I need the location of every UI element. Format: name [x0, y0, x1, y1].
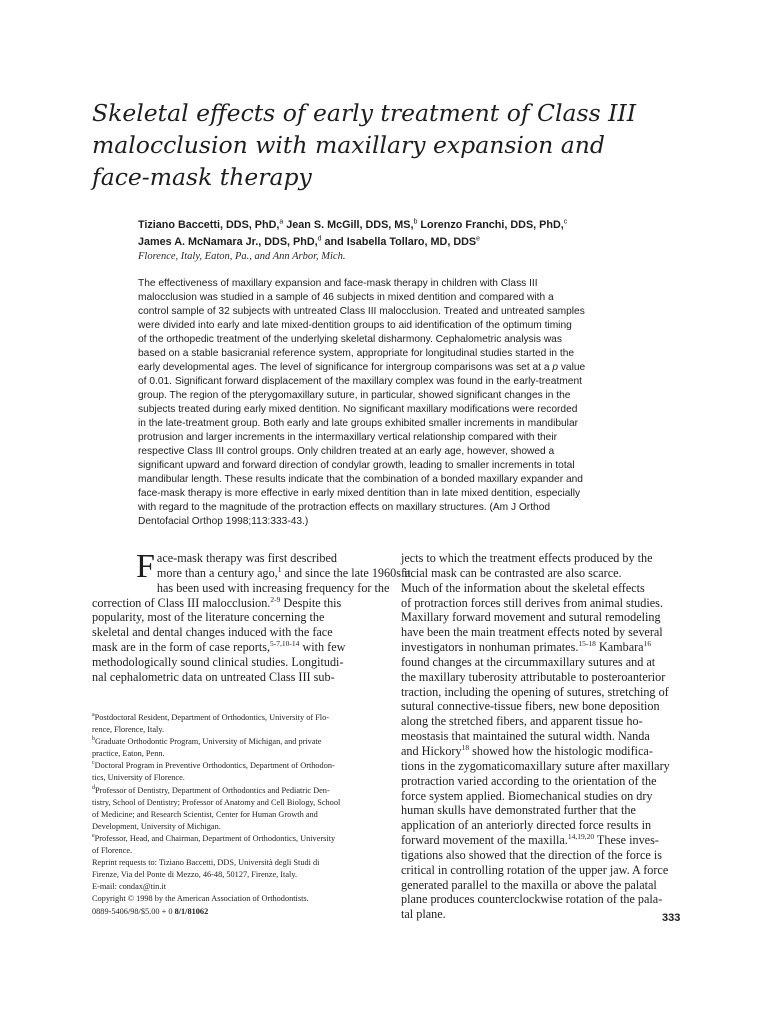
- footnote-list: [92, 712, 377, 906]
- body-line: of protraction forces still derives from animal studies.: [401, 595, 663, 610]
- body-line: application of an anteriorly directed force results in: [401, 818, 652, 833]
- footnote-line: Reprint requests to: Tiziano Baccetti, DDS, Università degli Studi di: [92, 858, 320, 868]
- body-line: the maxillary tuberosity attributable to posteroanterior: [401, 669, 666, 684]
- footnote-line: of Florence.: [92, 846, 133, 856]
- body-line: Much of the information about the skeletal effects: [401, 580, 645, 595]
- body-paragraph: [401, 551, 681, 922]
- abstract: [138, 277, 658, 529]
- footnote-line: $^a$Postdoctoral Resident, Department of Orthodontics, University of Flo-: [92, 712, 330, 722]
- abstract-line: protrusion and larger increments in the intermaxillary vertical relationship compared with their: [138, 432, 558, 443]
- body-line: critical in controlling rotation of the upper jaw. A force: [401, 862, 669, 877]
- article-title: [92, 97, 652, 193]
- body-paragraph: [92, 564, 411, 685]
- footnote-line: rence, Florence, Italy.: [92, 725, 165, 735]
- author-affiliation-mark: d: [317, 235, 322, 243]
- abstract-line: in the late-treatment group. Both early and late groups exhibited smaller increments in mandibular: [138, 418, 578, 429]
- body-line: tal plane.: [401, 907, 446, 922]
- body-line: tions in the zygomaticomaxillary suture after maxillary: [401, 758, 670, 773]
- footnote-mark: c: [92, 760, 95, 767]
- title-line: Skeletal effects of early treatment of Class III: [92, 99, 636, 127]
- abstract-line: were divided into early and late mixed-dentition groups to aid identification of the optimum timing: [138, 320, 572, 331]
- body-line: mask are in the form of case reports,$^{5-7,10-14}$ with few: [92, 639, 346, 655]
- citation-ref: 16: [643, 639, 652, 648]
- footnote-mark: e: [92, 833, 95, 840]
- body-line: generated parallel to the maxilla or above the palatal: [401, 877, 657, 892]
- footnote-line: tistry, School of Dentistry; Professor of Anatomy and Cell Biology, School: [92, 797, 341, 807]
- abstract-line: of the orthopedic treatment of the underlying skeletal disharmony. Cephalometric analysis was: [138, 334, 562, 345]
- abstract-line: The effectiveness of maxillary expansion and face-mask therapy in children with Class III: [138, 278, 538, 289]
- issn-line: [92, 906, 377, 918]
- author-line-1: [138, 217, 698, 234]
- citation-ref: 5-7,10-14: [270, 639, 300, 648]
- body-line: found changes at the circummaxillary sutures and at: [401, 654, 656, 669]
- body-line: more than a century ago,$^1$ and since the late 1960s it: [156, 564, 411, 580]
- footnote-mark: a: [92, 712, 95, 719]
- body-column-left: [92, 548, 411, 685]
- author-locations: Florence, Italy, Eaton, Pa., and Ann Arbor, Mich.: [138, 251, 346, 262]
- author-list: [138, 217, 698, 251]
- body-line: along the stretched fibers, and apparent tissue ho-: [401, 714, 643, 729]
- body-line: Maxillary forward movement and sutural remodeling: [401, 610, 661, 625]
- body-line: methodologically sound clinical studies. Longitudi-: [92, 654, 344, 669]
- body-line: have been the main treatment effects noted by several: [401, 625, 663, 640]
- author-affiliation-mark: e: [476, 235, 481, 243]
- footnote-mark: d: [92, 784, 95, 791]
- issn-code: 0889-5406/98/$5.00 + 0: [92, 906, 175, 916]
- abstract-line: significant upward and forward direction of condylar growth, leading to smaller increments in total: [138, 460, 575, 471]
- issn-code-bold: 8/1/81062: [174, 906, 209, 916]
- body-line: force system applied. Biomechanical studies on dry: [401, 788, 653, 803]
- author-affiliation-mark: b: [413, 218, 418, 226]
- footnote-line: tics, University of Florence.: [92, 773, 185, 783]
- title-line: malocclusion with maxillary expansion and: [92, 131, 605, 159]
- title-line: face-mask therapy: [92, 163, 312, 191]
- body-line: plane produces counterclockwise rotation of the pala-: [401, 892, 663, 907]
- abstract-line: based on a stable basicranial reference system, appropriate for longitudinal studies started in the: [138, 348, 575, 359]
- author-affiliation-mark: a: [279, 218, 284, 226]
- body-line: has been used with increasing frequency for the: [156, 580, 390, 595]
- body-column-right: [401, 551, 681, 922]
- citation-ref: 1: [277, 564, 282, 574]
- body-line: tigations also showed that the direction of the force is: [401, 847, 662, 862]
- abstract-line: mandibular length. These results indicate that the combination of a bonded maxillary expander and: [138, 474, 583, 485]
- citation-ref: 15-18: [578, 639, 596, 648]
- body-line: jects to which the treatment effects produced by the: [401, 551, 653, 565]
- citation-ref: 14,19,20: [567, 831, 595, 841]
- abstract-line: subjects treated during early mixed dentition. No significant maxillary modifications were recorded: [138, 404, 578, 415]
- author-affiliation-mark: c: [563, 218, 568, 226]
- abstract-line: group. The region of the pterygomaxillary suture, in particular, showed significant changes in the: [138, 390, 571, 401]
- drop-cap: F: [136, 548, 155, 585]
- body-line: and Hickory$^{18}$ showed how the histologic modifica-: [401, 742, 653, 758]
- author-line-2: [138, 234, 698, 251]
- body-line: correction of Class III malocclusion.$^{2-9}$ Despite this: [92, 594, 342, 610]
- body-line: traction, including the opening of sutures, stretching of: [401, 684, 669, 699]
- body-line: human skulls have demonstrated further that the: [401, 803, 636, 818]
- footnote-mark: b: [92, 736, 95, 743]
- page-number: 333: [662, 912, 681, 924]
- abstract-line: malocclusion was studied in a sample of 46 subjects in mixed dentition and compared with a: [138, 292, 554, 303]
- author-name: and Isabella Tollaro, MD, DDS: [321, 236, 477, 248]
- abstract-line: Dentofacial Orthop 1998;113:333-43.): [138, 516, 309, 527]
- footnote-line: Firenze, Via del Ponte di Mezzo, 46-48, 50127, Firenze, Italy.: [92, 870, 298, 880]
- citation-ref: 18: [461, 742, 470, 752]
- abstract-line: early developmental ages. The level of significance for intergroup comparisons was set at a p value: [138, 362, 586, 373]
- author-name: Lorenzo Franchi, DDS, PhD,: [417, 219, 564, 231]
- body-line: nal cephalometric data on untreated Class III sub-: [92, 669, 335, 684]
- citation-ref: 2-9: [270, 594, 281, 604]
- body-line: popularity, most of the literature concerning the: [92, 610, 325, 625]
- body-line: protraction varied according to the orientation of the: [401, 773, 657, 788]
- footnote-line: $^e$Professor, Head, and Chairman, Department of Orthodontics, University: [92, 833, 336, 843]
- author-name: Jean S. McGill, DDS, MS,: [283, 219, 414, 231]
- body-line: sutural connective-tissue fibers, new bone deposition: [401, 699, 660, 714]
- footnote-line: $^b$Graduate Orthodontic Program, University of Michigan, and private: [92, 736, 322, 747]
- body-line: forward movement of the maxilla.$^{14,19,20}$ These inves-: [401, 831, 659, 848]
- footnote-line: $^d$Professor of Dentistry, Department of Orthodontics and Pediatric Den-: [92, 784, 330, 795]
- footnote-line: E-mail: condax@tin.it: [92, 882, 166, 892]
- footnote-line: Development, University of Michigan.: [92, 821, 221, 831]
- abstract-line: with regard to the magnitude of the protraction effects on maxillary structures. (Am J Orthod: [138, 502, 551, 513]
- abstract-line: face-mask therapy is more effective in early mixed dentition than in late mixed dentition, especially: [138, 488, 581, 499]
- footnote-line: practice, Eaton, Penn.: [92, 749, 165, 759]
- body-line: investigators in nonhuman primates.$^{15-18}$ Kambara$^{16}$: [401, 639, 652, 655]
- author-name: James A. McNamara Jr., DDS, PhD,: [138, 236, 318, 248]
- body-line: ace-mask therapy was first described: [156, 551, 337, 565]
- footnotes: [92, 712, 377, 918]
- footnote-line: of Medicine; and Research Scientist, Center for Human Growth and: [92, 809, 318, 819]
- author-name: Tiziano Baccetti, DDS, PhD,: [138, 219, 280, 231]
- body-line: facial mask can be contrasted are also scarce.: [401, 565, 622, 580]
- abstract-line: respective Class III control groups. Only children treated at an early age, however, showed a: [138, 446, 555, 457]
- footnote-line: $^c$Doctoral Program in Preventive Orthodontics, Department of Orthodon-: [92, 760, 335, 771]
- abstract-line: of 0.01. Significant forward displacement of the maxillary complex was found in the early-treatment: [138, 376, 582, 387]
- body-line: meostasis that maintained the sutural width. Nanda: [401, 729, 650, 744]
- footnote-line: Copyright © 1998 by the American Association of Orthodontists.: [92, 894, 309, 904]
- body-line: skeletal and dental changes induced with the face: [92, 625, 333, 640]
- abstract-line: control sample of 32 subjects with untreated Class III malocclusion. Treated and untreated samples: [138, 306, 585, 317]
